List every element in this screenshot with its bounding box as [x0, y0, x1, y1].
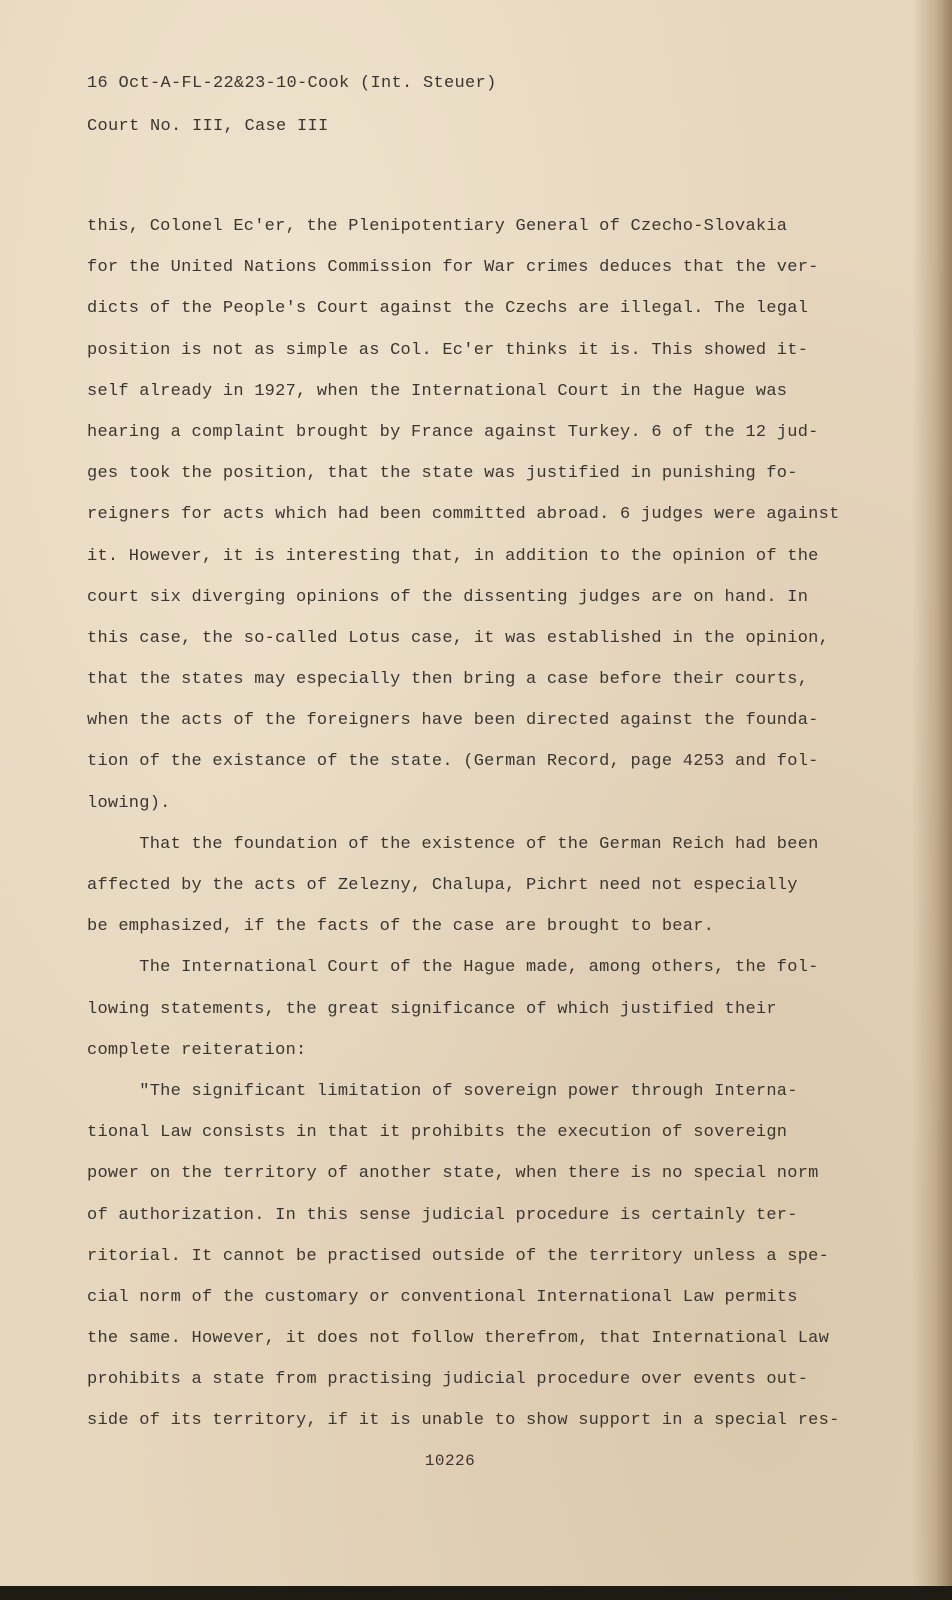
- text-line: That the foundation of the existence of the German Reich had been: [87, 834, 819, 854]
- text-line: when the acts of the foreigners have been directed against the founda-: [87, 711, 819, 731]
- text-line: self already in 1927, when the International Court in the Hague was: [87, 381, 788, 401]
- text-line: this case, the so-called Lotus case, it was established in the opinion,: [87, 628, 830, 648]
- text-line: power on the territory of another state, when there is no special norm: [87, 1164, 819, 1184]
- text-line: tional Law consists in that it prohibits the execution of sovereign: [87, 1123, 788, 1143]
- document-header-reference: 16 Oct-A-FL-22&23-10-Cook (Int. Steuer): [87, 74, 497, 93]
- text-line: prohibits a state from practising judicial procedure over events out-: [87, 1370, 809, 1390]
- text-line: position is not as simple as Col. Ec'er thinks it is. This showed it-: [87, 340, 809, 360]
- text-line: The International Court of the Hague made, among others, the fol-: [87, 958, 819, 978]
- text-line: side of its territory, if it is unable to show support in a special res-: [87, 1411, 840, 1431]
- text-line: affected by the acts of Zelezny, Chalupa, Pichrt need not especially: [87, 876, 798, 895]
- text-line: it. However, it is interesting that, in addition to the opinion of the: [87, 546, 819, 566]
- text-line: for the United Nations Commission for War crimes deduces that the ver-: [87, 258, 819, 278]
- text-line: that the states may especially then bring a case before their courts,: [87, 670, 809, 690]
- document-header-court: Court No. III, Case III: [87, 117, 329, 136]
- text-line: ritorial. It cannot be practised outside of the territory unless a spe-: [87, 1246, 830, 1266]
- text-line: lowing statements, the great significance of which justified their: [87, 999, 777, 1019]
- text-line: "The significant limitation of sovereign power through Interna-: [87, 1081, 798, 1101]
- page-edge-shadow: [912, 0, 952, 1600]
- text-line: the same. However, it does not follow therefrom, that International Law: [87, 1329, 830, 1349]
- page-number: 10226: [424, 1452, 476, 1470]
- text-line: this, Colonel Ec'er, the Plenipotentiary General of Czecho-Slovakia: [87, 217, 788, 236]
- text-line: tion of the existance of the state. (German Record, page 4253 and fol-: [87, 752, 819, 772]
- text-line: ges took the position, that the state was justified in punishing fo-: [87, 464, 798, 484]
- document-body: [87, 216, 847, 1452]
- text-line: complete reiteration:: [87, 1040, 307, 1060]
- text-line: court six diverging opinions of the dissenting judges are on hand. In: [87, 587, 809, 607]
- text-line: dicts of the People's Court against the Czechs are illegal. The legal: [87, 299, 809, 319]
- text-line: cial norm of the customary or conventional International Law permits: [87, 1287, 798, 1307]
- text-line: reigners for acts which had been committed abroad. 6 judges were against: [87, 505, 840, 525]
- scan-border: [0, 1586, 952, 1600]
- text-line: hearing a complaint brought by France against Turkey. 6 of the 12 jud-: [87, 422, 819, 442]
- text-line: be emphasized, if the facts of the case are brought to bear.: [87, 917, 715, 937]
- text-line: lowing).: [87, 793, 171, 813]
- text-line: of authorization. In this sense judicial procedure is certainly ter-: [87, 1205, 798, 1225]
